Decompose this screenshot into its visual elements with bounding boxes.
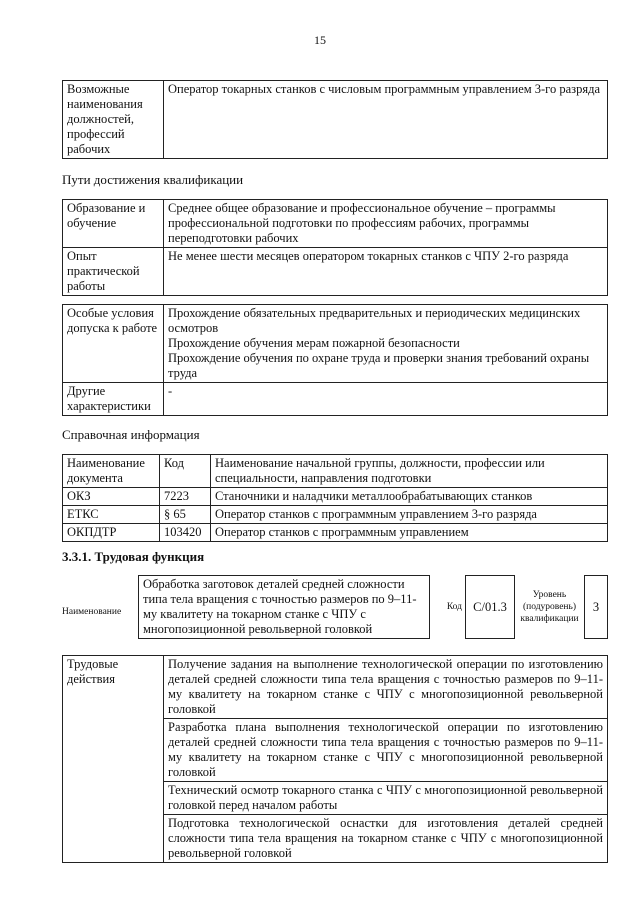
function-name-label: Наименование bbox=[62, 607, 122, 617]
action-item: Технический осмотр токарного станка с ЧПУ с многопозиционной револьверной головкой перед началом работы bbox=[164, 782, 608, 815]
function-level-label: Уровень (подуровень) квалификации bbox=[520, 590, 579, 624]
reference-heading: Справочная информация bbox=[62, 427, 200, 442]
reference-table bbox=[62, 454, 608, 542]
reference-name: Оператор станков с программным управлением 3-го разряда bbox=[211, 506, 608, 524]
reference-header-name: Наименование начальной группы, должности, профессии или специальности, направления подготовки bbox=[211, 455, 608, 488]
condition-item: Прохождение обучения по охране труда и проверки знания требований охраны труда bbox=[168, 351, 590, 380]
positions-table bbox=[62, 80, 608, 159]
qualification-heading: Пути достижения квалификации bbox=[62, 172, 244, 187]
function-code-label: Код bbox=[446, 602, 462, 612]
conditions-label: Особые условия допуска к работе bbox=[63, 305, 164, 383]
positions-label: Возможные наименования должностей, профессий рабочих bbox=[63, 81, 164, 159]
conditions-table bbox=[62, 304, 608, 416]
table-row bbox=[62, 576, 608, 639]
reference-header-code: Код bbox=[160, 455, 211, 488]
other-value: - bbox=[164, 383, 608, 416]
table-row bbox=[63, 200, 608, 248]
reference-doc: ОКПДТР bbox=[63, 524, 160, 542]
action-item: Получение задания на выполнение технологической операции по изготовлению деталей средней сложности типа тела вращения с точностью размеров по 9–11-му квалитету на токарном станке с ЧПУ с многопозиционной револьверной головкой bbox=[164, 656, 608, 719]
action-item: Подготовка технологической оснастки для изготовления деталей средней сложности типа тела вращения на токарном станке с ЧПУ с многопозиционной револьверной головкой bbox=[164, 815, 608, 863]
table-row bbox=[63, 455, 608, 488]
education-label: Образование и обучение bbox=[63, 200, 164, 248]
table-row bbox=[63, 81, 608, 159]
table-row bbox=[63, 248, 608, 296]
reference-name: Оператор станков с программным управлением bbox=[211, 524, 608, 542]
table-row bbox=[63, 488, 608, 506]
function-code-value: С/01.3 bbox=[466, 576, 515, 639]
action-item: Разработка плана выполнения технологической операции по изготовлению деталей средней сложности типа тела вращения с точностью размеров по 9–11-му квалитету на токарном станке с ЧПУ с многопозиционной револьверной головкой bbox=[164, 719, 608, 782]
function-header-table bbox=[62, 575, 608, 639]
experience-value: Не менее шести месяцев оператором токарных станков с ЧПУ 2-го разряда bbox=[164, 248, 608, 296]
reference-doc: ОКЗ bbox=[63, 488, 160, 506]
table-row bbox=[63, 524, 608, 542]
qualification-table bbox=[62, 199, 608, 296]
reference-name: Станочники и наладчики металлообрабатывающих станков bbox=[211, 488, 608, 506]
table-row bbox=[63, 305, 608, 383]
reference-doc: ЕТКС bbox=[63, 506, 160, 524]
function-heading: 3.3.1. Трудовая функция bbox=[62, 549, 205, 564]
education-value: Среднее общее образование и профессиональное обучение – программы профессиональной подготовки по профессиям рабочих, программы переподготовки рабочих bbox=[164, 200, 608, 248]
function-level-value: 3 bbox=[585, 576, 608, 639]
other-label: Другие характеристики bbox=[63, 383, 164, 416]
condition-item: Прохождение обучения мерам пожарной безопасности bbox=[168, 336, 460, 350]
condition-item: Прохождение обязательных предварительных и периодических медицинских осмотров bbox=[168, 306, 581, 335]
actions-table bbox=[62, 655, 608, 863]
conditions-value bbox=[164, 305, 608, 383]
table-row bbox=[63, 506, 608, 524]
reference-code: § 65 bbox=[160, 506, 211, 524]
experience-label: Опыт практической работы bbox=[63, 248, 164, 296]
reference-code: 103420 bbox=[160, 524, 211, 542]
actions-label: Трудовые действия bbox=[63, 656, 164, 863]
table-row bbox=[63, 656, 608, 719]
function-name-value: Обработка заготовок деталей средней сложности типа тела вращения с точностью размеров по 9–11-му квалитету на токарном станке с ЧПУ с многопозиционной револьверной головкой bbox=[139, 576, 430, 639]
reference-header-doc: Наименование документа bbox=[63, 455, 160, 488]
table-row bbox=[63, 383, 608, 416]
reference-code: 7223 bbox=[160, 488, 211, 506]
positions-value: Оператор токарных станков с числовым программным управлением 3-го разряда bbox=[164, 81, 608, 159]
page-number: 15 bbox=[314, 33, 326, 47]
